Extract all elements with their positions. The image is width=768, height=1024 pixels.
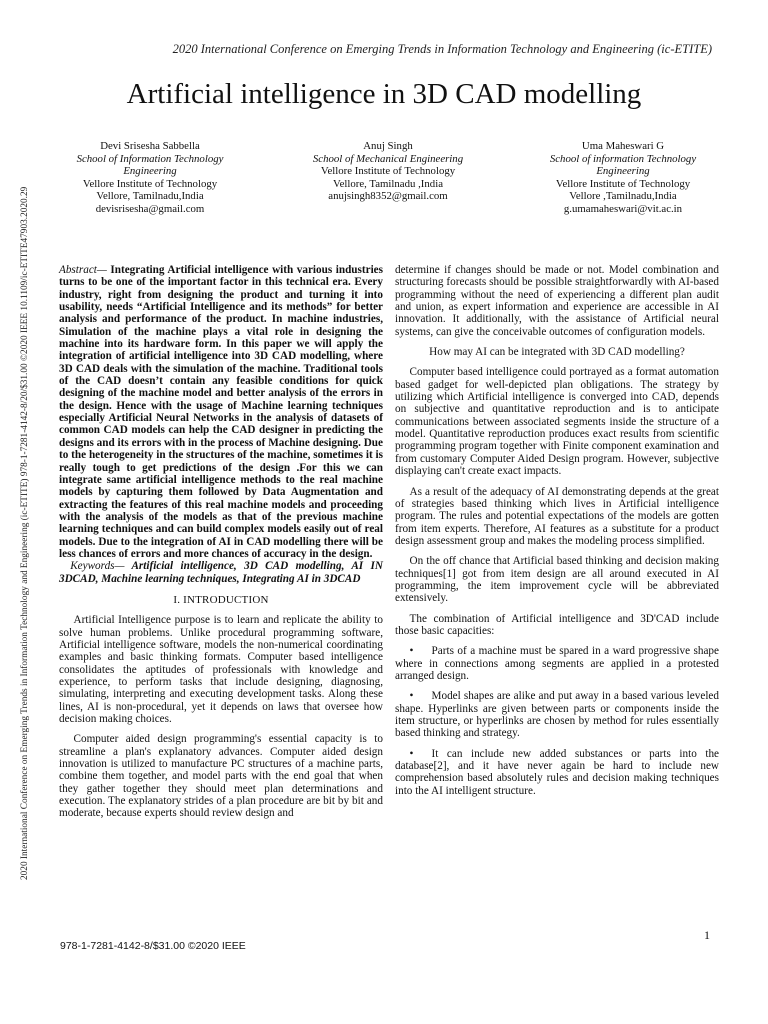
- intro-paragraph-2: Computer aided design programming's essential capacity is to streamline a plan's explanatory advances. Computer aided design innovation is utilized to manufacture PC structures of a machine parts, combine them together, and model parts with the end goal that when they gather together they should meet plan determinations and execution. The explanatory strides of a plan procedure are bit by bit and moderate, because experts should review design and: [59, 733, 383, 820]
- author-location: Vellore, Tamilnadu,India: [96, 190, 204, 203]
- bullet-item: [395, 690, 719, 739]
- footer-isbn: 978-1-7281-4142-8/$31.00 ©2020 IEEE: [60, 940, 246, 952]
- author-affiliation: School of Mechanical Engineering: [312, 152, 464, 165]
- conference-header: 2020 International Conference on Emerging Trends in Information Technology and Engineering (ic-ETITE): [172, 42, 712, 56]
- author-location: Vellore, Tamilnadu ,India: [333, 177, 443, 190]
- author-email[interactable]: devisrisesha@gmail.com: [95, 202, 205, 215]
- author-institute: Vellore Institute of Technology: [82, 177, 218, 190]
- right-column: [395, 264, 719, 797]
- author-affiliation: School of information Technology Engineering: [549, 152, 697, 178]
- bullet-item: [395, 645, 719, 682]
- abstract-label: Abstract—: [59, 264, 107, 276]
- bullet-text: Parts of a machine must be spared in a ward progressive shape where in connections among segments are applied in a protested arranged design.: [395, 645, 719, 682]
- bullet-item: [395, 748, 719, 797]
- right-question: How may AI can be integrated with 3D CAD modelling?: [429, 346, 685, 359]
- author-affiliation: School of Information Technology Engineering: [76, 152, 224, 178]
- abstract-text: Integrating Artificial intelligence with various industries turns to be one of the important factor in this technical era. Every industry, right from designing the product and turning it into usability, needs “Artificial Intelligence and its methods” for better analysis and performance of the product. In machine industries, Simulation of the machine plays a vital role in designing the machine into its hardware form. In this paper we will apply the integration of artificial intelligence into 3D CAD modelling, where 3D CAD deals with the simulation of the machine. Traditional tools of the CAD doesn’t contain any feasible conditions for quick designing of the machine model and better analysis of the errors in the design. Hence with the usage of Machine learning techniques especially Artificial Neural Networks in the analysis of datasets of common CAD models can help the CAD designer in predicting the designs and its errors with in the process of Machine designing. Due to the heterogeneity in the structures of the machine, sometimes it is really tough to get predictions of the design .For this we can integrate same artificial intelligence methods to the real machine models by capturing them followed by Data Augmentation and extracting the features of this real machine models and proceeding with the analysis of the models as that of the previous machine learning techniques and can build complex models easily out of real models. Due to the integration of AI in CAD modelling there will be less chances of errors and more chances of accuracy in the design.: [59, 264, 383, 560]
- right-paragraph-2: Computer based intelligence could portrayed as a format automation based gadget for well-depicted plan obligations. The strategy by utilizing which Artificial intelligence is converged into CAD, depends on subjective and quantitative reproduction and is to anticipate communications between associated segments inside the structure of a model. Quantitative reproduction produces exact results from scientific programming program together with Finite component examination and from customary Computer Aided Design program. However, subjective displaying can't create exact impacts.: [395, 366, 719, 478]
- author-name: Uma Maheswari G: [581, 140, 665, 152]
- right-paragraph-4: On the off chance that Artificial based thinking and decision making techniques[1] got from item design are all around executed in AI programming, the item improvement cycle will be abbreviated extensively.: [395, 555, 719, 605]
- author-name: Anuj Singh: [363, 140, 413, 152]
- side-doi-text: 2020 International Conference on Emerging Trends in Information Technology and Engineering (ic-ETITE) 978-1-7281-4142-8/20/$31.00 ©2020 IEEE 10.1109/ic-ETITE47903.2020.29: [20, 186, 30, 880]
- author-email[interactable]: g.umamaheswari@vit.ac.in: [563, 202, 683, 215]
- bullet-icon: •: [409, 747, 414, 760]
- keywords-label: Keywords—: [70, 560, 125, 573]
- author-institute: Vellore Institute of Technology: [555, 177, 691, 190]
- author-name: Devi Srisesha Sabbella: [100, 140, 200, 152]
- keywords: [59, 560, 383, 585]
- author-3: [523, 140, 723, 216]
- bullet-icon: •: [409, 690, 414, 703]
- bullet-text: It can include new added substances or parts into the database[2], and it have never again be hard to include new comprehension based absolutely rules and decision making techniques into the AI intelligent structure.: [395, 747, 719, 797]
- abstract: [59, 264, 383, 560]
- right-paragraph-1: determine if changes should be made or not. Model combination and structuring forecasts should be possible straightforwardly with AI-based programming without the need of experiencing a different plan audit and union, as expert information and experience are accessible in AI innovation. It additionally, with the assistance of Artificial neural systems, can give the conceivable outcomes of configuration models.: [395, 264, 719, 338]
- right-paragraph-3: As a result of the adequacy of AI demonstrating depends at the great of strategies based thinking which lives in Artificial intelligence program. The rules and potential expectations of the models are gotten from item experts. Therefore, AI features as a substitute for a product design assessment group and makes the modeling process simplified.: [395, 485, 719, 547]
- paper-title: Artificial intelligence in 3D CAD modelling: [126, 78, 642, 110]
- bullet-text: Model shapes are alike and put away in a based various leveled shape. Hyperlinks are given between parts or components inside the item structure, or hyperlinks are chosen by method for rules essentially based thinking and strategy.: [395, 690, 719, 740]
- author-email[interactable]: anujsingh8352@gmail.com: [328, 190, 448, 203]
- author-2: [288, 140, 488, 203]
- right-paragraph-5: The combination of Artificial intelligence and 3D'CAD include those basic capacities:: [395, 612, 719, 637]
- author-1: [50, 140, 250, 216]
- author-location: Vellore ,Tamilnadu,India: [569, 190, 677, 203]
- author-institute: Vellore Institute of Technology: [320, 165, 456, 178]
- left-column: [59, 264, 383, 820]
- intro-paragraph-1: Artificial Intelligence purpose is to learn and replicate the ability to solve human problems. Unlike procedural programming software, Artificial intelligence software, models the non-numerical coordinating examples and basic thinking formats. Computer based intelligence consolidates the aptitudes of professionals with knowledge and experience, to perform tasks that include designing, diagnosing, simulating, interpreting and executing development tasks. Along these lines, AI is non-procedural, yet it depends on laws that oversee how decision making choices.: [59, 614, 383, 726]
- section-heading-introduction: I. INTRODUCTION: [173, 593, 269, 606]
- keywords-text: Artificial intelligence, 3D CAD modelling, AI IN 3DCAD, Machine learning techniques, Integrating AI in 3DCAD: [59, 560, 383, 585]
- bullet-icon: •: [409, 645, 414, 658]
- page-number: 1: [704, 928, 710, 942]
